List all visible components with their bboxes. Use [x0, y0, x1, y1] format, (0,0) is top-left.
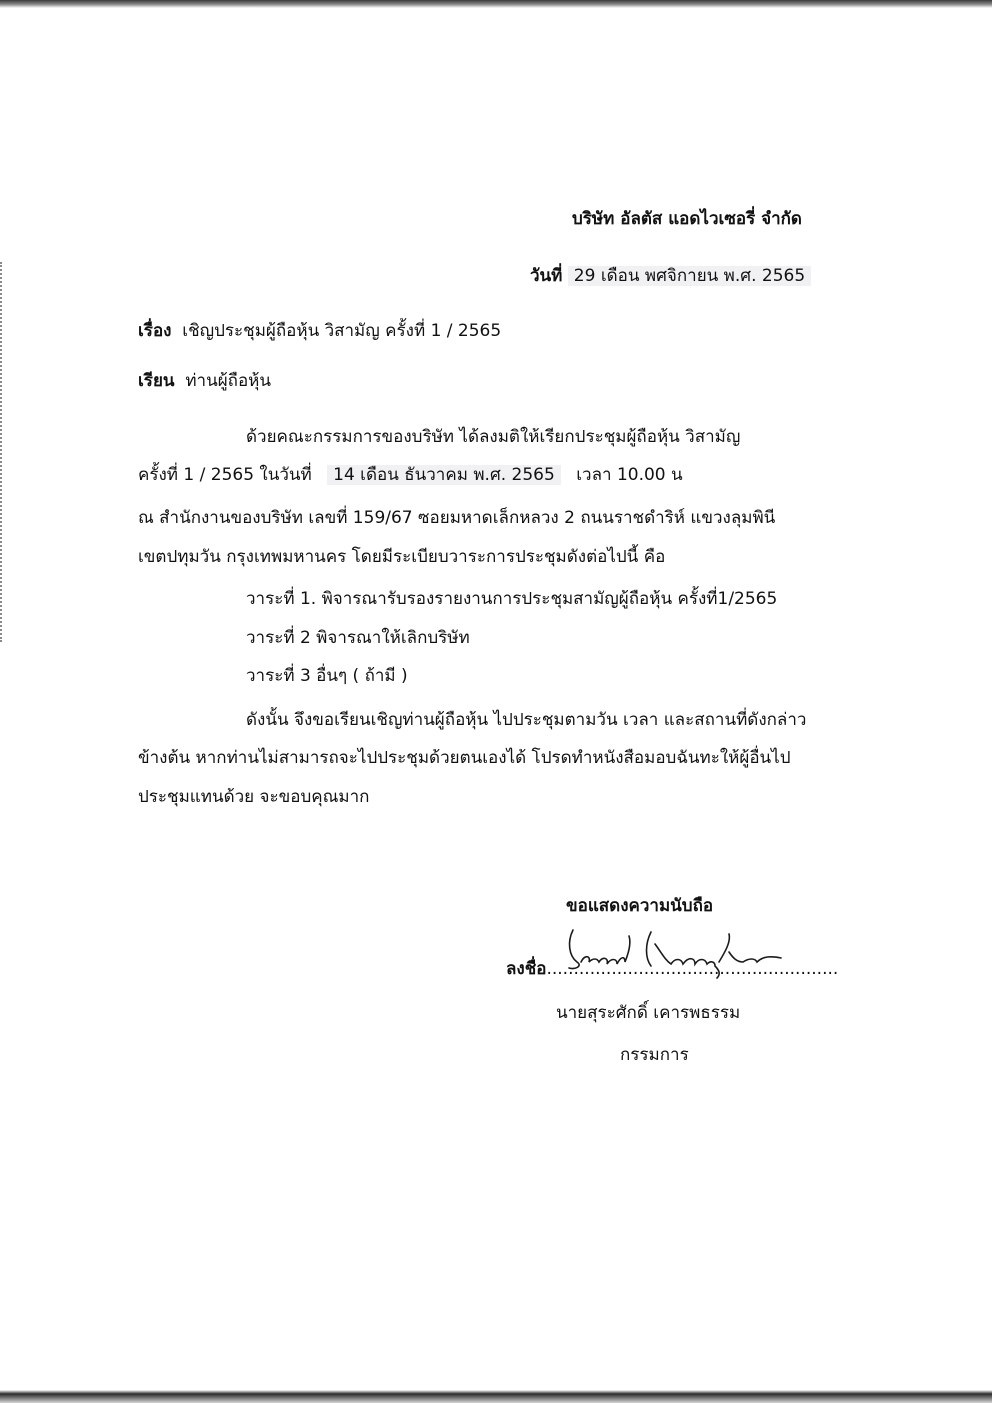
agenda-item-3: วาระที่ 3 อื่นๆ ( ถ้ามี )	[246, 666, 408, 686]
closing-line-1: ดังนั้น จึงขอเรียนเชิญท่านผู้ถือหุ้น ไปประชุมตามวัน เวลา และสถานที่ดังกล่าว	[246, 710, 807, 730]
date-value: 29 เดือน พศจิกายน พ.ศ. 2565	[568, 266, 811, 286]
date-line	[530, 265, 811, 287]
meeting-date: 14 เดือน ธันวาคม พ.ศ. 2565	[327, 465, 561, 485]
company-name: บริษัท อัลตัส แอดไวเซอรี่ จำกัด	[572, 209, 802, 229]
body-line-1: ด้วยคณะกรรมการของบริษัท ได้ลงมติให้เรียกประชุมผู้ถือหุ้น วิสามัญ	[246, 427, 741, 447]
date-label: วันที่	[530, 266, 563, 286]
body-line-3: ณ สำนักงานของบริษัท เลขที่ 159/67 ซอยมหาดเล็กหลวง 2 ถนนราชดำริห์ แขวงลุมพินี	[138, 508, 776, 528]
subject-line	[138, 320, 501, 342]
agenda-item-2: วาระที่ 2 พิจารณาให้เลิกบริษัท	[246, 628, 470, 648]
regards: ขอแสดงความนับถือ	[566, 896, 714, 916]
scan-edge-top	[0, 0, 992, 8]
sign-label: ลงชื่อ	[506, 959, 547, 979]
salutation-text: ท่านผู้ถือหุ้น	[185, 371, 272, 391]
agenda-item-1: วาระที่ 1. พิจารณารับรองรายงานการประชุมสามัญผู้ถือหุ้น ครั้งที่1/2565	[246, 589, 778, 609]
body-line-4: เขตปทุมวัน กรุงเทพมหานคร โดยมีระเบียบวาระการประชุมดังต่อไปนี้ คือ	[138, 547, 666, 567]
scan-edge-left	[0, 262, 6, 642]
sign-dots: ......................................................	[546, 959, 839, 979]
sign-line	[506, 958, 838, 980]
signatory-position: กรรมการ	[620, 1045, 689, 1065]
closing-line-3: ประชุมแทนด้วย จะขอบคุณมาก	[138, 787, 370, 807]
body-line-2-prefix: ครั้งที่ 1 / 2565 ในวันที่	[138, 465, 312, 485]
body-line-2	[138, 464, 683, 486]
salutation-line	[138, 370, 271, 392]
subject-label: เรื่อง	[138, 321, 172, 341]
subject-text: เชิญประชุมผู้ถือหุ้น วิสามัญ ครั้งที่ 1 / 2565	[182, 321, 502, 341]
meeting-time: เวลา 10.00 น	[576, 465, 683, 485]
scan-edge-bottom	[0, 1390, 992, 1403]
closing-line-2: ข้างต้น หากท่านไม่สามารถจะไปประชุมด้วยตนเองได้ โปรดทำหนังสือมอบฉันทะให้ผู้อื่นไป	[138, 748, 791, 768]
signatory-name: นายสุระศักดิ์ เคารพธรรม	[556, 1003, 741, 1023]
salutation-label: เรียน	[138, 371, 175, 391]
